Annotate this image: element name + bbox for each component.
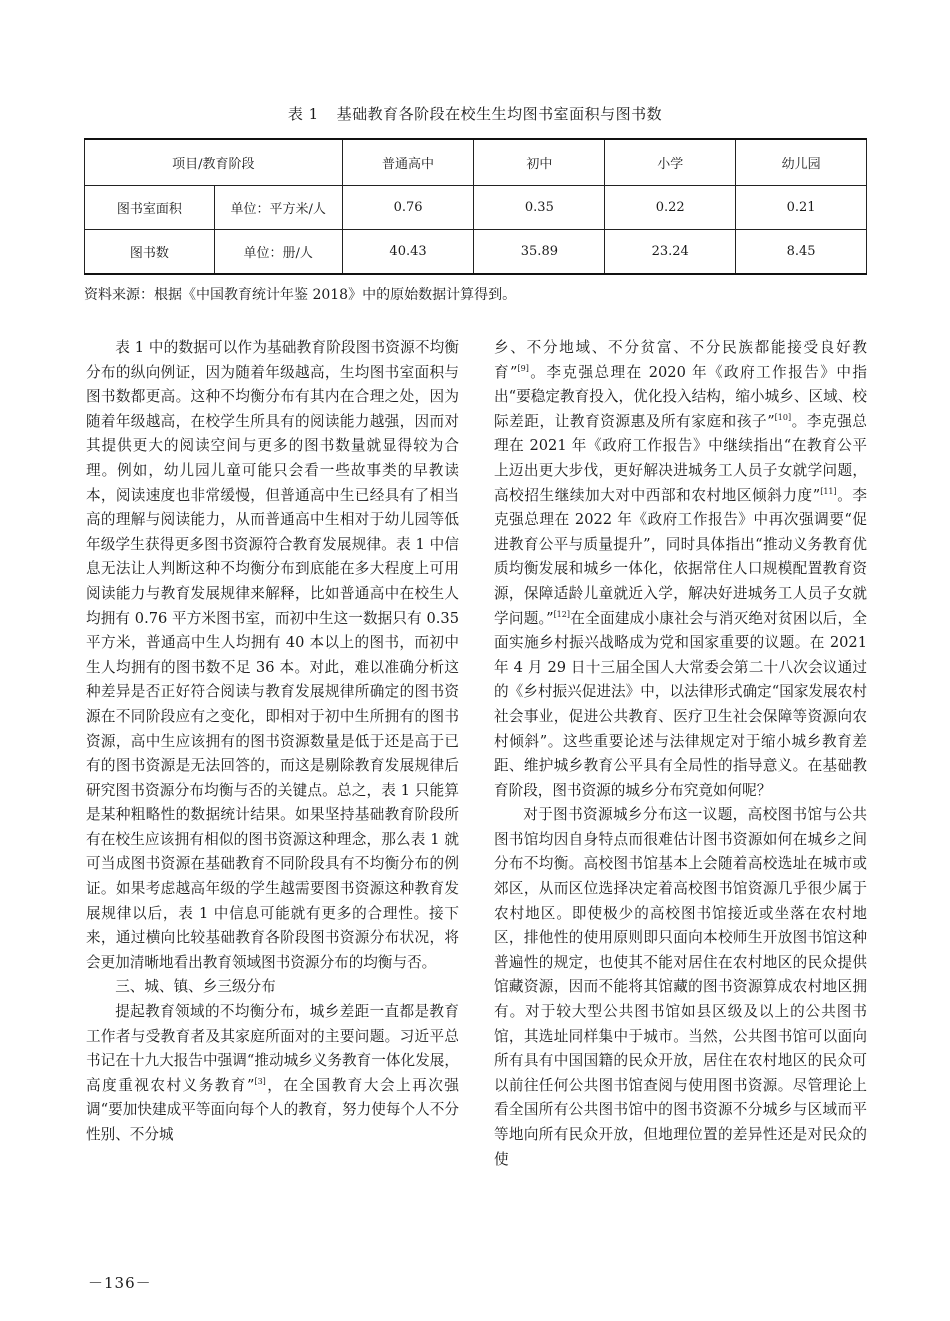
left-column	[86, 336, 459, 1148]
reference-mark: [11]	[820, 486, 837, 496]
table-row	[85, 186, 867, 230]
table-cell: 8.45	[736, 230, 867, 275]
paragraph: 表 1 中的数据可以作为基础教育阶段图书资源不均衡分布的纵向例证，因为随着年级越高，生均图书室面积与图书数都更高。这种不均衡分布有其内在合理之处，因为随着年级越高，在校学生所具有的阅读能力越强，因而对其提供更大的阅读空间与更多的图书数量就显得较为合理。例如，幼儿园儿童可能只会看一些故事类的早教读本，阅读速度也非常缓慢，但普通高中生已经具有了相当高的理解与阅读能力，从而普通高中生相对于幼儿园等低年级学生获得更多图书资源符合教育发展规律。表 1 中信息无法让人判断这种不均衡分布到底能在多大程度上可用阅读能力与教育发展规律来解释，比如普通高中在校生人均拥有 0.76 平方米图书室，而初中生这一数据只有 0.35 平方米，普通高中生人均拥有 40 本以上的图书，而初中生人均拥有的图书数不足 36 本。对此，难以准确分析这种差异是否正好符合阅读与教育发展规律所确定的图书资源在不同阶段应有之变化，即相对于初中生所拥有的图书资源，高中生应该拥有的图书资源数量是低于还是高于已有的图书资源是无法回答的，而这是剔除教育发展规律后研究图书资源分布均衡与否的关键点。总之，表 1 只能算是某种粗略性的数据统计结果。如果坚持基础教育阶段所有在校生应该拥有相似的图书资源这种理念，那么表 1 就可当成图书资源在基础教育不同阶段具有不均衡分布的例证。如果考虑越高年级的学生越需要图书资源这种教育发展规律以后，表 1 中信息可能就有更多的合理性。接下来，通过横向比较基础教育各阶段图书资源分布状况，将会更加清晰地看出教育领域图书资源分布的均衡与否。	[86, 339, 459, 971]
header-stage: 小学	[605, 139, 736, 186]
row-label: 图书数	[85, 230, 215, 275]
table-caption	[0, 103, 950, 124]
reference-mark: [3]	[254, 1076, 266, 1086]
table-number: 表 1	[287, 105, 319, 123]
table-header-row	[85, 139, 867, 186]
text-span: 。李克强总理在 2021 年《政府工作报告》中继续指出“在教育公平上迈出更大步伐，更好解决进城务工人员子女就学问题，高校招生继续加大对中西部和农村地区倾斜力度”	[494, 412, 867, 504]
table-cell: 0.35	[474, 186, 605, 230]
paragraph	[86, 1000, 459, 1148]
text-span: 乡、不分地域、不分贫富、不分民族都能接受良好教育”	[494, 339, 867, 381]
text-span: 。李克强总理在 2022 年《政府工作报告》中再次强调要“促进教育公平与质量提升”，同时具体指出“推动义务教育优质均衡发展和城乡一体化，依据常住人口规模配置教育资源，保障适龄儿童就近入学，解决好进城务工人员子女就学问题。”	[494, 486, 867, 627]
text-span: ，在全国教育大会上再次强调“要加快建成平等面向每个人的教育，努力使每个人不分性别、不分城	[86, 1076, 459, 1143]
header-stage: 幼儿园	[736, 139, 867, 186]
table-title: 基础教育各阶段在校生生均图书室面积与图书数	[336, 105, 663, 123]
row-unit: 单位：平方米/人	[214, 186, 342, 230]
right-column	[494, 336, 867, 1172]
text-span: 在全面建成小康社会与消灭绝对贫困以后，全面实施乡村振兴战略成为党和国家重要的议题。在 2021 年 4 月 29 日十三届全国人大常委会第二十八次会议通过的《乡村振兴促进法》中，以法律形式确定“国家发展农村社会事业，促进公共教育、医疗卫生社会保障等资源向农村倾斜”。这些重要论述与法律规定对于缩小城乡教育差距、维护城乡教育公平具有全局性的指导意义。在基础教育阶段，图书资源的城乡分布究竟如何呢？	[494, 609, 867, 799]
page-number: －136－	[88, 1274, 152, 1292]
table-cell: 0.22	[605, 186, 736, 230]
header-stage: 初中	[474, 139, 605, 186]
reference-mark: [12]	[553, 609, 570, 619]
table-row	[85, 230, 867, 275]
text-span: 。李克强总理在 2020 年《政府工作报告》中指出“要稳定教育投入，优化投入结构，缩小城乡、区域、校际差距，让教育资源惠及所有家庭和孩子”	[494, 363, 867, 430]
header-item: 项目/教育阶段	[85, 139, 343, 186]
table-cell: 35.89	[474, 230, 605, 275]
row-unit: 单位：册/人	[214, 230, 342, 275]
paragraph: 对于图书资源城乡分布这一议题，高校图书馆与公共图书馆均因自身特点而很难估计图书资源如何在城乡之间分布不均衡。高校图书馆基本上会随着高校选址在城市或郊区，从而区位选择决定着高校图书馆资源几乎很少属于农村地区。即使极少的高校图书馆接近或坐落在农村地区，排他性的使用原则即只面向本校师生开放图书馆这种普遍性的规定，也使其不能对居住在农村地区的民众提供馆藏资源，因而不能将其馆藏的图书资源算成农村地区拥有。对于较大型公共图书馆如县区级及以上的公共图书馆，其选址同样集中于城市。当然，公共图书馆可以面向所有具有中国国籍的民众开放，居住在农村地区的民众可以前往任何公共图书馆查阅与使用图书资源。尽管理论上看全国所有公共图书馆中的图书资源不分城乡与区域而平等地向所有民众开放，但地理位置的差异性还是对民众的使	[494, 806, 867, 1168]
table-source-note: 资料来源：根据《中国教育统计年鉴 2018》中的原始数据计算得到。	[84, 287, 517, 303]
table-cell: 0.21	[736, 186, 867, 230]
reference-mark: [10]	[774, 412, 792, 422]
data-table	[84, 138, 867, 275]
header-stage: 普通高中	[342, 139, 474, 186]
text-span: 提起教育领域的不均衡分布，城乡差距一直都是教育工作者与受教育者及其家庭所面对的主要问题。习近平总书记在十九大报告中强调“推动城乡义务教育一体化发展，高度重视农村义务教育”	[86, 1003, 459, 1094]
table-cell: 0.76	[342, 186, 474, 230]
row-label: 图书室面积	[85, 186, 215, 230]
table-cell: 40.43	[342, 230, 474, 275]
table-cell: 23.24	[605, 230, 736, 275]
reference-mark: [9]	[517, 363, 529, 373]
section-heading: 三、城、镇、乡三级分布	[115, 978, 276, 996]
paragraph	[494, 336, 867, 803]
